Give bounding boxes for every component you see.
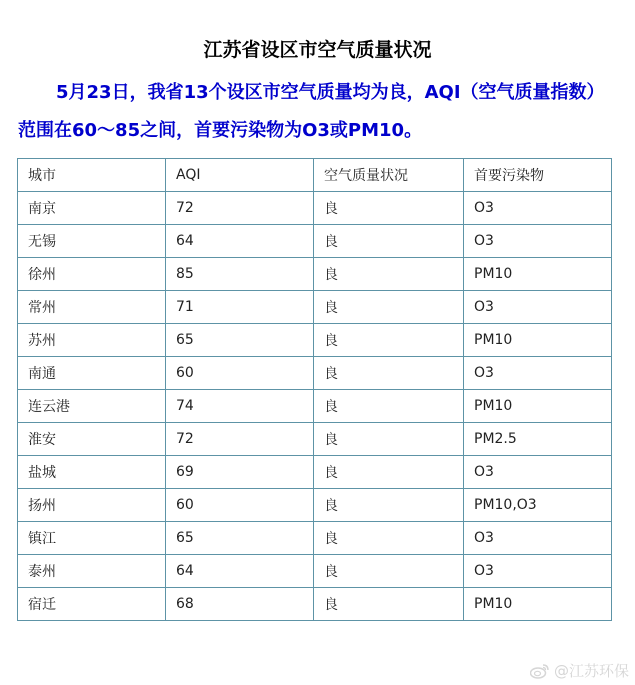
- cell-quality: 良: [314, 192, 464, 225]
- cell-aqi: 68: [166, 588, 314, 621]
- cell-quality: 良: [314, 456, 464, 489]
- cell-pollutant: O3: [464, 291, 612, 324]
- weibo-icon: [530, 663, 550, 679]
- cell-aqi: 60: [166, 489, 314, 522]
- cell-quality: 良: [314, 522, 464, 555]
- cell-pollutant: O3: [464, 456, 612, 489]
- table-header-row: [18, 159, 612, 192]
- cell-city: 南京: [18, 192, 166, 225]
- table-row: [18, 324, 612, 357]
- table-row: [18, 357, 612, 390]
- cell-quality: 良: [314, 423, 464, 456]
- cell-city: 连云港: [18, 390, 166, 423]
- cell-city: 盐城: [18, 456, 166, 489]
- cell-quality: 良: [314, 258, 464, 291]
- cell-city: 无锡: [18, 225, 166, 258]
- table-row: [18, 555, 612, 588]
- cell-pollutant: PM10: [464, 324, 612, 357]
- cell-aqi: 72: [166, 192, 314, 225]
- header-aqi: AQI: [166, 159, 314, 192]
- summary-paragraph: 5月23日，我省13个设区市空气质量均为良，AQI（空气质量指数）范围在60～85之间，首要污染物为O3或PM10。: [18, 82, 605, 141]
- cell-quality: 良: [314, 225, 464, 258]
- table-row: [18, 456, 612, 489]
- cell-city: 徐州: [18, 258, 166, 291]
- cell-city: 镇江: [18, 522, 166, 555]
- cell-aqi: 65: [166, 522, 314, 555]
- cell-quality: 良: [314, 588, 464, 621]
- cell-quality: 良: [314, 390, 464, 423]
- cell-aqi: 64: [166, 555, 314, 588]
- table-row: [18, 489, 612, 522]
- cell-aqi: 72: [166, 423, 314, 456]
- cell-pollutant: PM2.5: [464, 423, 612, 456]
- header-city: 城市: [18, 159, 166, 192]
- cell-aqi: 85: [166, 258, 314, 291]
- watermark-text: @江苏环保: [553, 662, 629, 680]
- cell-quality: 良: [314, 291, 464, 324]
- cell-pollutant: O3: [464, 192, 612, 225]
- cell-pollutant: O3: [464, 357, 612, 390]
- table-row: [18, 522, 612, 555]
- cell-quality: 良: [314, 357, 464, 390]
- cell-pollutant: O3: [464, 225, 612, 258]
- cell-pollutant: O3: [464, 555, 612, 588]
- cell-city: 苏州: [18, 324, 166, 357]
- aqi-table: [17, 158, 612, 621]
- cell-aqi: 74: [166, 390, 314, 423]
- table-row: [18, 225, 612, 258]
- cell-pollutant: PM10: [464, 258, 612, 291]
- table-row: [18, 423, 612, 456]
- cell-city: 淮安: [18, 423, 166, 456]
- cell-city: 南通: [18, 357, 166, 390]
- cell-aqi: 71: [166, 291, 314, 324]
- table-row: [18, 291, 612, 324]
- header-pollutant: 首要污染物: [464, 159, 612, 192]
- cell-pollutant: PM10,O3: [464, 489, 612, 522]
- table-row: [18, 390, 612, 423]
- table-row: [18, 258, 612, 291]
- cell-pollutant: PM10: [464, 588, 612, 621]
- cell-aqi: 60: [166, 357, 314, 390]
- page-title: 江苏省设区市空气质量状况: [203, 39, 432, 61]
- table-row: [18, 192, 612, 225]
- cell-city: 常州: [18, 291, 166, 324]
- cell-city: 宿迁: [18, 588, 166, 621]
- weibo-watermark: [530, 660, 629, 681]
- cell-quality: 良: [314, 324, 464, 357]
- table-row: [18, 588, 612, 621]
- cell-aqi: 64: [166, 225, 314, 258]
- cell-pollutant: O3: [464, 522, 612, 555]
- header-quality: 空气质量状况: [314, 159, 464, 192]
- cell-pollutant: PM10: [464, 390, 612, 423]
- cell-quality: 良: [314, 489, 464, 522]
- cell-quality: 良: [314, 555, 464, 588]
- cell-city: 扬州: [18, 489, 166, 522]
- cell-aqi: 69: [166, 456, 314, 489]
- cell-aqi: 65: [166, 324, 314, 357]
- cell-city: 泰州: [18, 555, 166, 588]
